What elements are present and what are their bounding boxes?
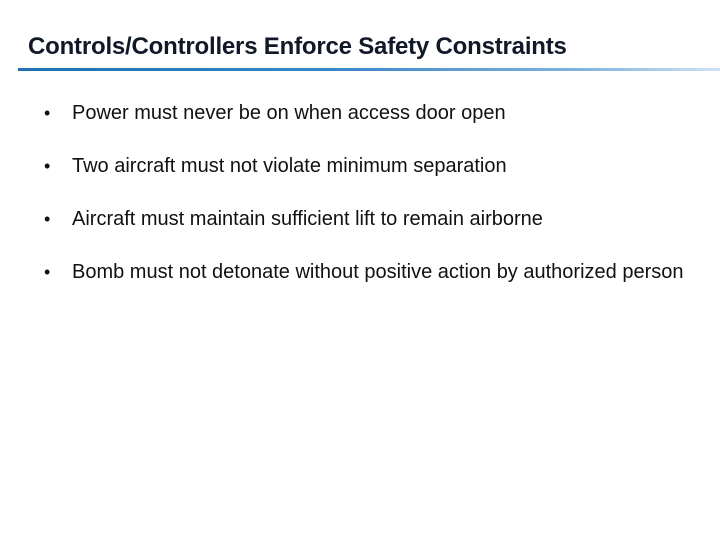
list-item [44,100,684,126]
list-item [44,153,684,179]
bullet-marker: • [44,262,51,282]
bullet-text: Aircraft must maintain sufficient lift to remain airborne [72,208,543,230]
slide-title: Controls/Controllers Enforce Safety Constraints [28,33,567,60]
list-item [44,206,684,232]
title-underline [18,68,720,71]
bullet-text: Two aircraft must not violate minimum separation [72,155,507,177]
bullet-list [44,100,684,285]
bullet-text: Bomb must not detonate without positive action by authorized person [72,261,684,283]
bullet-marker: • [44,156,51,176]
bullet-marker: • [44,209,51,229]
bullet-marker: • [44,103,51,123]
bullet-text: Power must never be on when access door open [72,102,506,124]
list-item [44,259,684,285]
